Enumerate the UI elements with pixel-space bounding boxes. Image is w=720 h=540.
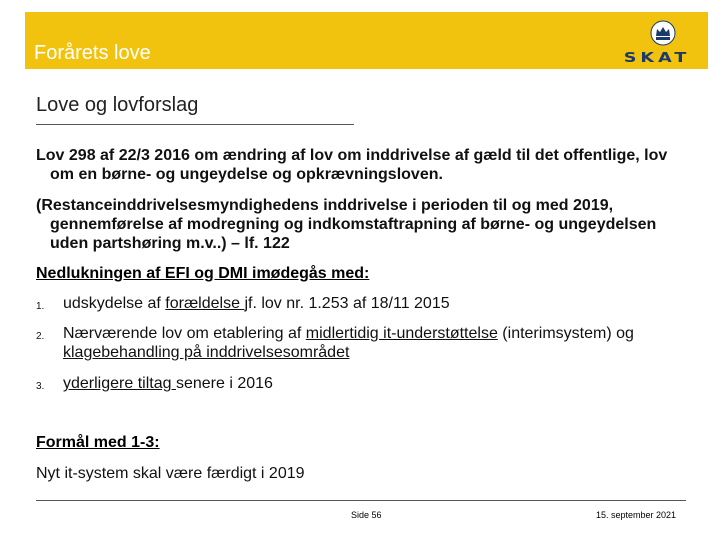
- list-item: [36, 294, 696, 313]
- crown-icon: [650, 20, 676, 46]
- list-number: 1.: [36, 301, 45, 312]
- list-text-part: jf. lov nr. 1.253 af 18/11 2015: [244, 295, 450, 312]
- section-divider: [36, 124, 354, 125]
- list-item-text: [63, 294, 696, 313]
- list-number: 2.: [36, 331, 45, 342]
- restance-paragraph: (Restanceinddrivelsesmyndighedens inddrivelse i perioden til og med 2019, gennemførelse af modregning og indkomstaftrapning af børne- og ungeydelsen uden partshøring m.v..) – lf. 122: [36, 197, 657, 252]
- slide-header-title: Forårets love: [34, 42, 151, 64]
- skat-logo: [618, 20, 690, 66]
- law-paragraph: Lov 298 af 22/3 2016 om ændring af lov om inddrivelse af gæld til det offentlige, lov om en børne- og ungeydelse og opkrævningsloven.: [36, 147, 668, 183]
- list-text-underlined: forældelse: [165, 295, 245, 312]
- logo-text: SKAT: [623, 51, 690, 66]
- shutdown-heading: Nedlukningen af EFI og DMI imødegås med:: [36, 265, 370, 282]
- purpose-heading: Formål med 1-3:: [36, 434, 160, 451]
- header-bar: [25, 12, 708, 69]
- list-text-underlined: midlertidig it-understøttelse: [305, 325, 498, 342]
- footer-page-number: Side 56: [351, 510, 382, 520]
- purpose-text: Nyt it-system skal være færdigt i 2019: [36, 465, 305, 482]
- list-text-underlined: yderligere tiltag: [63, 375, 176, 392]
- list-item-text: [63, 324, 696, 362]
- footer-divider: [36, 500, 686, 501]
- footer-date: 15. september 2021: [596, 510, 677, 520]
- list-text-part: Nærværende lov om etablering af: [63, 325, 306, 342]
- section-title: Love og lovforslag: [36, 94, 199, 116]
- list-text-underlined: klagebehandling på inddrivelsesområdet: [63, 344, 350, 361]
- list-text-part: udskydelse af: [63, 295, 166, 312]
- list-number: 3.: [36, 381, 45, 392]
- list-text-part: (interimsystem) og: [497, 325, 634, 342]
- list-item-text: [63, 374, 696, 393]
- list-item: [36, 374, 696, 393]
- list-text-part: senere i 2016: [175, 375, 273, 392]
- list-item: [36, 324, 696, 362]
